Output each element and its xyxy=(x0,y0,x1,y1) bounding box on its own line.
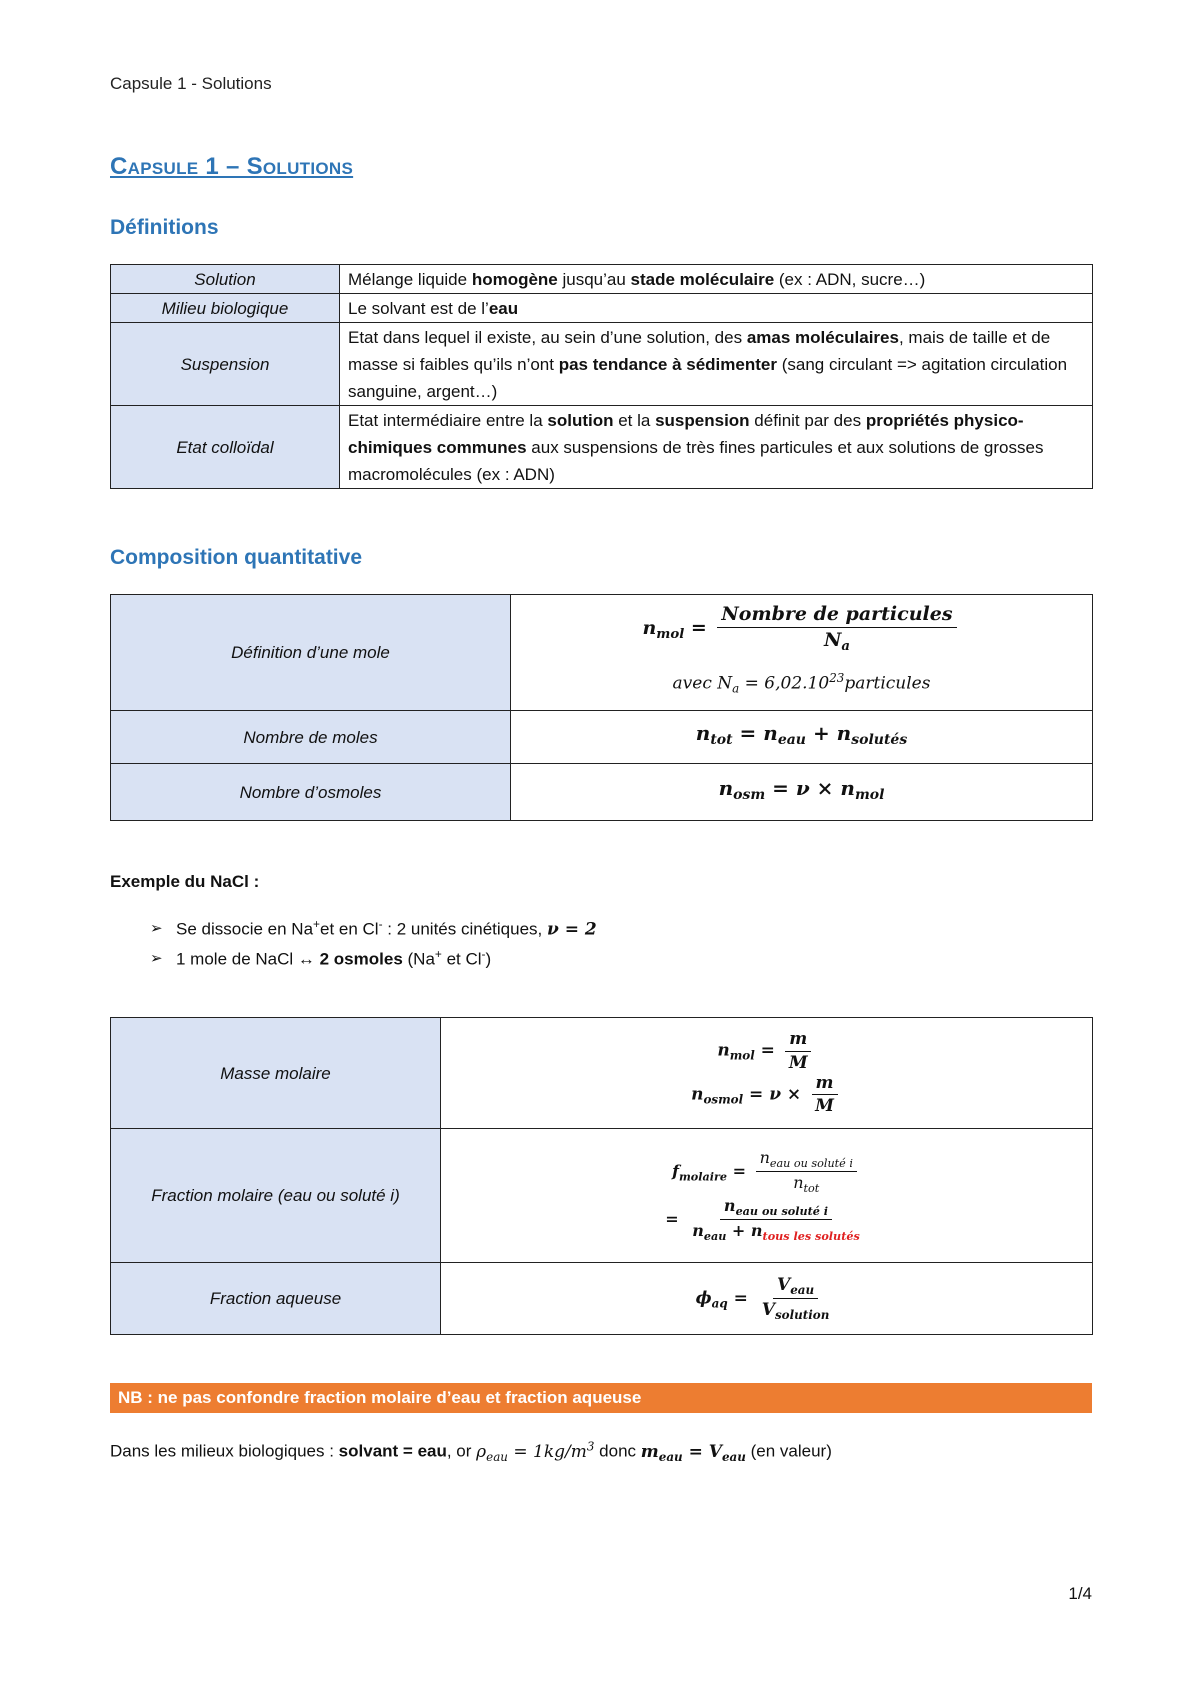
aqueous-fraction-formula: $\phi_{aq}$ = $\frac{V_{eau}}{V_{solution}}$ xyxy=(441,1263,1093,1335)
arrow-bullet-icon: ➢ xyxy=(150,920,163,937)
row-label: Nombre de moles xyxy=(111,711,511,764)
table-row xyxy=(111,764,1093,821)
row-label: Fraction aqueuse xyxy=(111,1263,441,1335)
row-label: Etat colloïdal xyxy=(111,406,340,489)
row-content: Etat dans lequel il existe, au sein d’une solution, des amas moléculaires, mais de taille et de masse si faibles qu’ils n’ont pas tendance à sédimenter (sang circulant => agitation circulation sanguine, argent…) xyxy=(340,323,1093,406)
row-label: Masse molaire xyxy=(111,1018,441,1129)
osmoles-formula: $n_{osm} = \nu \times n_{mol}$ xyxy=(511,764,1093,821)
table-row xyxy=(111,711,1093,764)
row-content: Mélange liquide homogène jusqu’au stade moléculaire (ex : ADN, sucre…) xyxy=(340,265,1093,294)
definitions-table xyxy=(110,264,1093,489)
table-row xyxy=(111,294,1093,323)
table-row xyxy=(111,595,1093,711)
page-header: Capsule 1 - Solutions xyxy=(110,74,272,93)
row-label: Suspension xyxy=(111,323,340,406)
arrow-bullet-icon: ➢ xyxy=(150,950,163,967)
molar-mass-formula: $n_{mol}$ = $\frac{m}{M}$ $n_{osmol} = \nu$ × $\frac{m}{M}$ xyxy=(441,1018,1093,1129)
list-item: ➢ Se dissocie en Na+et en Cl- : 2 unités cinétiques, ν = 2 xyxy=(150,916,597,940)
page-title: Capsule 1 – Solutions xyxy=(110,153,354,180)
definitions-heading: Définitions xyxy=(110,216,219,239)
table-row xyxy=(111,323,1093,406)
row-content: Etat intermédiaire entre la solution et la suspension définit par des propriétés physico-chimiques communes aux suspensions de très fines particules et aux solutions de grosses macromolécules (ex : ADN) xyxy=(340,406,1093,489)
example-bullets xyxy=(150,913,597,973)
table-row xyxy=(111,406,1093,489)
biological-medium-note: Dans les milieux biologiques : solvant = eau, or $\rho_{eau} = 1kg/m^3$ donc $m_{eau} = V_{eau}$ (en valeur) xyxy=(110,1439,832,1464)
row-label: Définition d’une mole xyxy=(111,595,511,711)
table-row xyxy=(111,265,1093,294)
row-label: Milieu biologique xyxy=(111,294,340,323)
molar-fraction-formula: $f_{molaire}$ = $\frac{n_{eau ou soluté i}}{n_{tot}}$ = $\frac{n_{eau ou soluté i}}{n_{eau} + n_{tous les solutés}}$ xyxy=(441,1129,1093,1263)
formulas-table xyxy=(110,1017,1093,1335)
row-label: Fraction molaire (eau ou soluté i) xyxy=(111,1129,441,1263)
row-content: Le solvant est de l’eau xyxy=(340,294,1093,323)
table-row xyxy=(111,1018,1093,1129)
composition-heading: Composition quantitative xyxy=(110,546,362,569)
row-label: Nombre d’osmoles xyxy=(111,764,511,821)
moles-formula: $n_{tot} = n_{eau} + n_{solutés}$ xyxy=(511,711,1093,764)
example-title: Exemple du NaCl : xyxy=(110,872,260,891)
mole-formula: $n_{mol}$ = $\frac{\text{Nombre de particules}}{N_a}$ avec $N_a$ = $6,02.10^{23}particules$ xyxy=(511,595,1093,711)
page-number: 1/4 xyxy=(1068,1584,1092,1603)
table-row xyxy=(111,1129,1093,1263)
composition-table xyxy=(110,594,1093,821)
list-item: ➢ 1 mole de NaCl ↔ 2 osmoles (Na+ et Cl-) xyxy=(150,946,492,969)
table-row xyxy=(111,1263,1093,1335)
row-label: Solution xyxy=(111,265,340,294)
nb-banner: NB : ne pas confondre fraction molaire d’eau et fraction aqueuse xyxy=(110,1383,1092,1413)
